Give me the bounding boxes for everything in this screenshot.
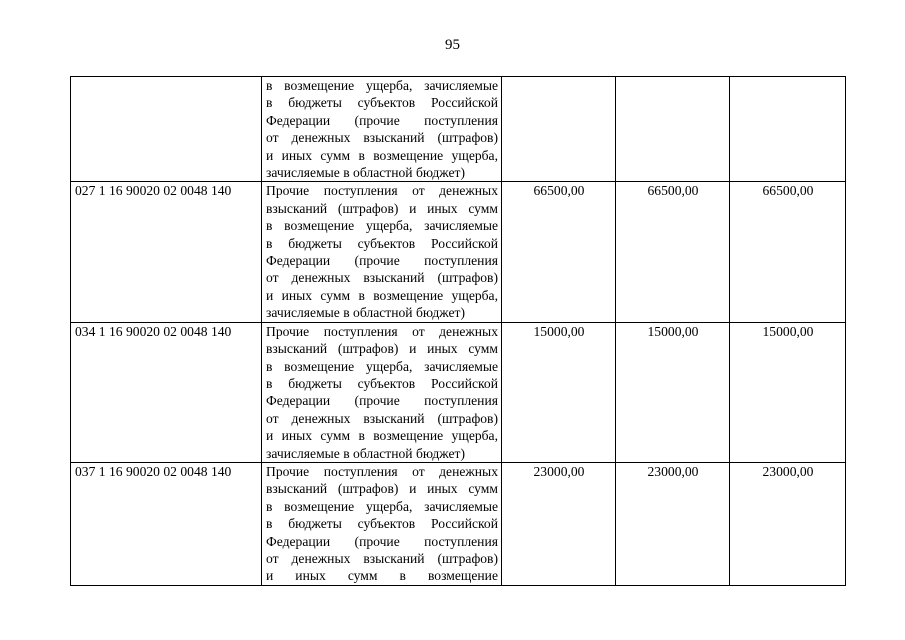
name-line: Федерации (прочие поступления <box>266 112 498 128</box>
name-line: взысканий (штрафов) и иных сумм <box>266 341 498 357</box>
amount-cell-2 <box>616 77 730 182</box>
name-line: взысканий (штрафов) и иных сумм <box>266 481 498 497</box>
table-row <box>71 462 846 585</box>
name-line: в возмещение ущерба, зачисляемые <box>266 218 498 234</box>
name-line: в бюджеты субъектов Российской <box>266 375 498 391</box>
revenue-code-cell: 027 1 16 90020 02 0048 140 <box>71 182 262 322</box>
budget-revenue-table <box>70 76 846 586</box>
name-line: и иных сумм в возмещение <box>266 568 498 584</box>
revenue-code-cell <box>71 77 262 182</box>
name-line: Прочие поступления от денежных <box>266 183 498 199</box>
amount-cell-1: 23000,00 <box>502 462 616 585</box>
name-line: в возмещение ущерба, зачисляемые <box>266 78 498 93</box>
amount-cell-1: 15000,00 <box>502 322 616 462</box>
name-line: зачисляемые в областной бюджет) <box>266 165 465 181</box>
name-line: зачисляемые в областной бюджет) <box>266 445 465 461</box>
name-line: в бюджеты субъектов Российской <box>266 516 498 532</box>
table-row <box>71 322 846 462</box>
amount-cell-3: 66500,00 <box>730 182 846 322</box>
revenue-name-cell <box>262 182 502 322</box>
revenue-code-cell: 037 1 16 90020 02 0048 140 <box>71 462 262 585</box>
table-row <box>71 182 846 322</box>
name-line: Прочие поступления от денежных <box>266 463 498 479</box>
name-line: в бюджеты субъектов Российской <box>266 235 498 251</box>
amount-cell-3: 15000,00 <box>730 322 846 462</box>
name-line: в возмещение ущерба, зачисляемые <box>266 498 498 514</box>
revenue-name-cell <box>262 77 502 182</box>
name-line: взысканий (штрафов) и иных сумм <box>266 200 498 216</box>
revenue-code-cell: 034 1 16 90020 02 0048 140 <box>71 322 262 462</box>
name-line: от денежных взысканий (штрафов) <box>266 550 498 566</box>
amount-cell-1 <box>502 77 616 182</box>
name-line: от денежных взысканий (штрафов) <box>266 130 498 146</box>
amount-cell-2: 66500,00 <box>616 182 730 322</box>
amount-cell-3: 23000,00 <box>730 462 846 585</box>
name-line: и иных сумм в возмещение ущерба, <box>266 147 498 163</box>
revenue-name-cell <box>262 322 502 462</box>
name-line: в возмещение ущерба, зачисляемые <box>266 358 498 374</box>
amount-cell-2: 15000,00 <box>616 322 730 462</box>
name-line: Прочие поступления от денежных <box>266 323 498 339</box>
name-line: и иных сумм в возмещение ущерба, <box>266 287 498 303</box>
revenue-name-cell <box>262 462 502 585</box>
amount-cell-1: 66500,00 <box>502 182 616 322</box>
name-line: Федерации (прочие поступления <box>266 393 498 409</box>
page-number: 95 <box>445 37 460 53</box>
name-line: и иных сумм в возмещение ущерба, <box>266 428 498 444</box>
name-line: от денежных взысканий (штрафов) <box>266 410 498 426</box>
name-line: Федерации (прочие поступления <box>266 253 498 269</box>
table-row <box>71 77 846 182</box>
name-line: от денежных взысканий (штрафов) <box>266 270 498 286</box>
amount-cell-3 <box>730 77 846 182</box>
name-line: Федерации (прочие поступления <box>266 533 498 549</box>
name-line: в бюджеты субъектов Российской <box>266 95 498 111</box>
name-line: зачисляемые в областной бюджет) <box>266 305 465 321</box>
amount-cell-2: 23000,00 <box>616 462 730 585</box>
